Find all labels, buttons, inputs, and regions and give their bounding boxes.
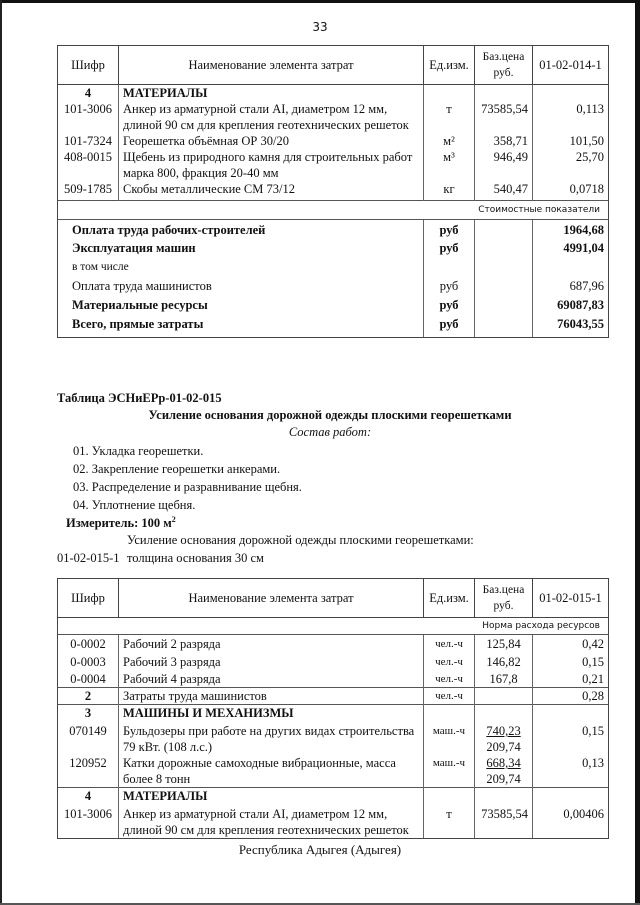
work-item: 01. Укладка георешетки. [73,444,204,458]
work-item: 04. Уплотнение щебня. [73,498,196,512]
section-row: 4 МАТЕРИАЛЫ [58,85,609,102]
summary-row: Оплата труда машинистов руб 687,96 [58,278,609,297]
table-row: 070149 Бульдозеры при работе на других видах строительства 79 кВт. (108 л.с.) маш.-ч 740,23 209,74 0,15 [58,721,609,755]
table-row: 101-3006 Анкер из арматурной стали AI, диаметром 12 мм, длиной 90 см для крепления геотехнических решеток т 73585,54 0,113 [58,101,609,133]
table-header [58,579,609,618]
section-title: Усиление основания дорожной одежды плоскими георешетками [148,408,512,422]
section-row: 3 МАШИНЫ И МЕХАНИЗМЫ [58,705,609,722]
table-row: 120952 Катки дорожные самоходные вибрационные, масса более 8 тонн маш.-ч 668,34 209,74 0,13 [58,755,609,788]
col-header-price: Баз.цена руб. [475,46,533,85]
cost-indicators-row: Стоимостные показатели [58,201,609,220]
operators-row: 2 Затраты труда машинистов чел.-ч 0,28 [58,688,609,705]
col-header-norm-code: 01-02-015-1 [533,579,609,618]
item-code: 01-02-015-1 [57,551,120,565]
col-header-price: Баз.цена руб. [475,579,533,618]
summary-row: Всего, прямые затраты руб 76043,55 [58,316,609,338]
scan-border-right [635,0,640,905]
work-item: 02. Закрепление георешетки анкерами. [73,462,281,476]
scan-border-top [0,0,640,3]
meter-label: Измеритель: 100 $м^2$ [66,515,176,531]
item-thickness: толщина основания 30 см [127,551,264,565]
col-header-name: Наименование элемента затрат [119,579,424,618]
work-item: 03. Распределение и разравнивание щебня. [73,480,302,494]
summary-row: Эксплуатация машин руб 4991,04 [58,240,609,259]
table-row: 0-0004 Рабочий 4 разряда чел.-ч 167,8 0,21 [58,671,609,688]
col-header-code: Шифр [58,46,119,85]
col-header-code: Шифр [58,579,119,618]
section-row: 4 МАТЕРИАЛЫ [58,788,609,805]
cost-table-014 [57,45,609,338]
table-row: 101-3006 Анкер из арматурной стали AI, диаметром 12 мм, длиной 90 см для крепления геотехнических решеток т 73585,54 0,00406 [58,804,609,839]
table-row: 0-0003 Рабочий 3 разряда чел.-ч 146,82 0,15 [58,654,609,671]
table-label: Таблица ЭСНиЕРр-01-02-015 [57,391,222,405]
summary-row: в том числе [58,259,609,278]
page-number: 33 [312,20,328,34]
works-heading: Состав работ: [288,425,372,439]
col-header-name: Наименование элемента затрат [119,46,424,85]
cost-table-015 [57,578,609,839]
table-row: 408-0015 Щебень из природного камня для строительных работ марка 800, фракция 20-40 мм м³ 946,49 25,70 [58,149,609,181]
summary-row: Оплата труда рабочих-строителей руб 1964,68 [58,220,609,240]
table-row: 0-0002 Рабочий 2 разряда чел.-ч 125,84 0,42 [58,635,609,654]
col-header-unit: Ед.изм. [424,579,475,618]
scan-border-left [0,0,2,905]
table-row: 509-1785 Скобы металлические СМ 73/12 кг 540,47 0,0718 [58,181,609,201]
page-footer: Республика Адыгея (Адыгея) [238,842,402,857]
col-header-norm-code: 01-02-014-1 [533,46,609,85]
table-row: 101-7324 Георешетка объёмная ОР 30/20 м² 358,71 101,50 [58,133,609,149]
item-description: Усиление основания дорожной одежды плоскими георешетками: [127,533,474,547]
summary-row: Материальные ресурсы руб 69087,83 [58,297,609,316]
norm-row: Норма расхода ресурсов [58,618,609,635]
col-header-unit: Ед.изм. [424,46,475,85]
table-header [58,46,609,85]
